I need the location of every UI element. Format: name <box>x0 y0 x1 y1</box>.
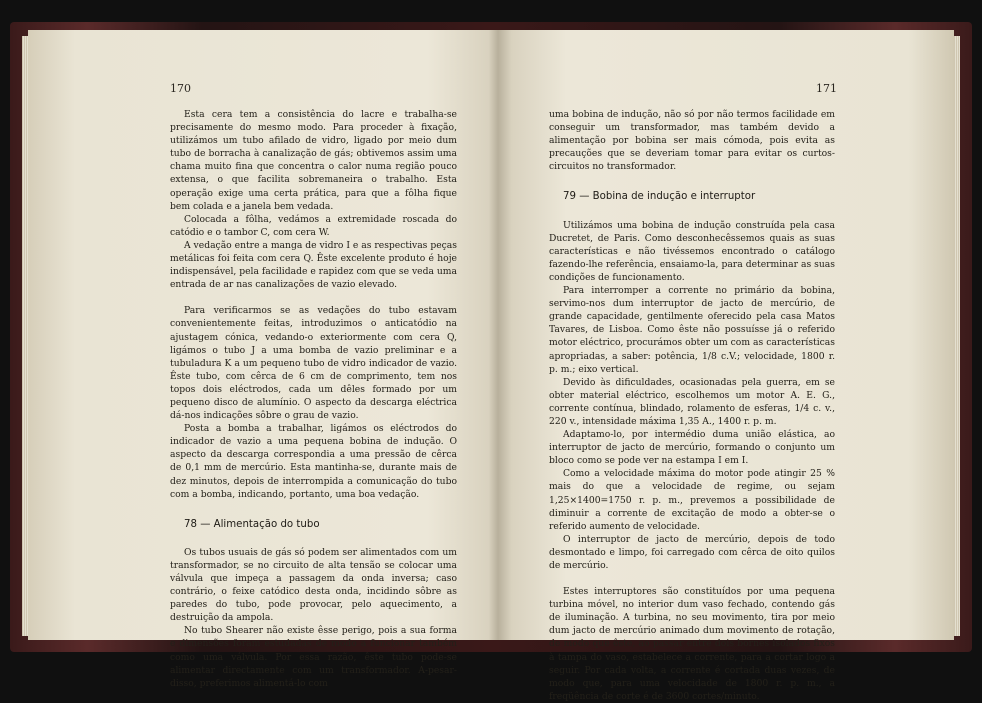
paragraph: Estes interruptores são constituídos por uma pequena turbina móvel, no interior dum vaso fechado, contendo gás de iluminação. A turbina, no seu movimento, tira por meio dum jacto de mercúrio animado dum movimento de rotação, de modo que êste, ao passar entre dois bornes isolados fixos à tampa do vaso, estabelece a corrente, para a cortar logo a seguir. Por cada volta, a corrente é cortada duas vezes, de modo que, para uma velocidade de 1800 r. p. m., a freqüência de corte é de 3600 cortes/minuto. <box>549 586 835 702</box>
section-heading: 78 — Alimentação do tubo <box>184 518 320 530</box>
paragraph: Colocada a fôlha, vedámos a extremidade roscada do catódio e o tambor C, com cera W. <box>170 213 457 238</box>
paragraph: Para interromper a corrente no primário da bobina, servimo-nos dum interruptor de jacto de mercúrio, de grande capacidade, gentilmente oferecido pela casa Matos Tavares, de Lisboa. Como êste não possuísse já o referido motor eléctrico, procurámos obter um com as características apropriadas, a saber: potência, 1/8 c.V.; velocidade, 1800 r. p. m.; eixo vertical. <box>549 285 835 375</box>
left-page <box>28 30 498 689</box>
section-heading: 79 — Bobina de indução e interruptor <box>563 191 756 203</box>
paragraph: A vedação entre a manga de vidro I e as respectivas peças metálicas foi feita com cera Q. Êste excelente produto é hoje indispensável, pela facilidade e rapidez com que se veda uma entrada de ar nas canalizações de vazio elevado. <box>170 239 457 291</box>
page-number-right: 171 <box>816 82 837 95</box>
right-page <box>498 30 954 702</box>
paragraph: Os tubos usuais de gás só podem ser alimentados com um transformador, se no circuito de alta tensão se colocar uma válvula que impeça a passagem da onda inversa; caso contrário, o feixe catódico desta onda, incidindo sôbre as paredes do tubo, pode provocar, pelo aquecimento, a destruição da ampola. <box>170 546 457 624</box>
paragraph: Posta a bomba a trabalhar, ligámos os eléctrodos do indicador de vazio a uma pequena bobina de indução. O aspecto da descarga correspondia a uma pressão de cêrca de 0,1 mm de mercúrio. Esta mantinha-se, durante mais de dez minutos, depois de interrompida a comunicação do tubo com a bomba, indicando, portanto, uma boa vedação. <box>170 423 457 500</box>
paragraph: O interruptor de jacto de mercúrio, depois de todo desmontado e limpo, foi carregado com cêrca de oito quilos de mercúrio. <box>549 533 835 571</box>
paragraph: Adaptamo-lo, por intermédio duma união elástica, ao interruptor de jacto de mercúrio, formando o conjunto um bloco como se pode ver na estampa I em I. <box>549 429 835 467</box>
paragraph: No tubo Shearer não existe êsse perigo, pois a sua forma e dimensões foram estudadas de modo a funcionar também como uma válvula. Por essa razão, êste tubo pode-se alimentar directamente com um transformador. A-pesar-disso, preferimos alimentá-lo com <box>170 625 457 689</box>
page-number-left: 170 <box>170 82 191 95</box>
paragraph: Devido às dificuldades, ocasionadas pela guerra, em se obter material eléctrico, escolhemos um motor A. E. G., corrente contínua, blindado, rolamento de esferas, 1/4 c. v., 220 v., intensidade máxima 1,35 A., 1400 r. p. m. <box>549 376 835 427</box>
paragraph: Como a velocidade máxima do motor pode atingir 25 % mais do que a velocidade de regime, ou sejam 1,25×1400=1750 r. p. m., prevemos a possibilidade de diminuir a corrente de excitação de modo a obter-se o referido aumento de velocidade. <box>549 468 835 532</box>
paragraph: uma bobina de indução, não só por não termos facilidade em conseguir um transformador, mas também devido a alimentação por bobina ser mais cómoda, pois evita as precauções que se deveriam tomar para evitar os curtos-circuitos no transformador. <box>549 109 835 173</box>
right-page-body <box>549 108 835 703</box>
paragraph: Para verificarmos se as vedações do tubo estavam convenientemente feitas, introduzimos o anticatódio na ajustagem cónica, vedando-o exteriormente com cera Q, ligámos o tubo J a uma bomba de vazio preliminar e a tubuladura K a um pequeno tubo de vidro indicador de vazio. Êste tubo, com cêrca de 6 cm de comprimento, tem nos topos dois eléctrodos, cada um dêles formado por um pequeno disco de alumínio. O aspecto da descarga eléctrica dá-nos indicações sôbre o grau de vazio. <box>170 305 457 422</box>
paragraph: Esta cera tem a consistência do lacre e trabalha-se precisamente do mesmo modo. Para proceder à fixação, utilizámos um tubo afilado de vidro, ligado por meio dum tubo de borracha à canalização de gás; obtivemos assim uma chama muito fina que concentra o calor numa região pouco extensa, o que facilita sobremaneira o trabalho. Esta operação exige uma certa prática, para que a fôlha fique bem colada e a janela bem vedada. <box>170 109 457 212</box>
paragraph: Utilizámos uma bobina de indução construída pela casa Ducretet, de Paris. Como desconhecêssemos quais as suas características e não tivéssemos encontrado o catálogo fazendo-lhe referência, ensaiamo-la, para determinar as suas condições de funcionamento. <box>549 219 835 283</box>
left-page-body <box>170 108 457 690</box>
